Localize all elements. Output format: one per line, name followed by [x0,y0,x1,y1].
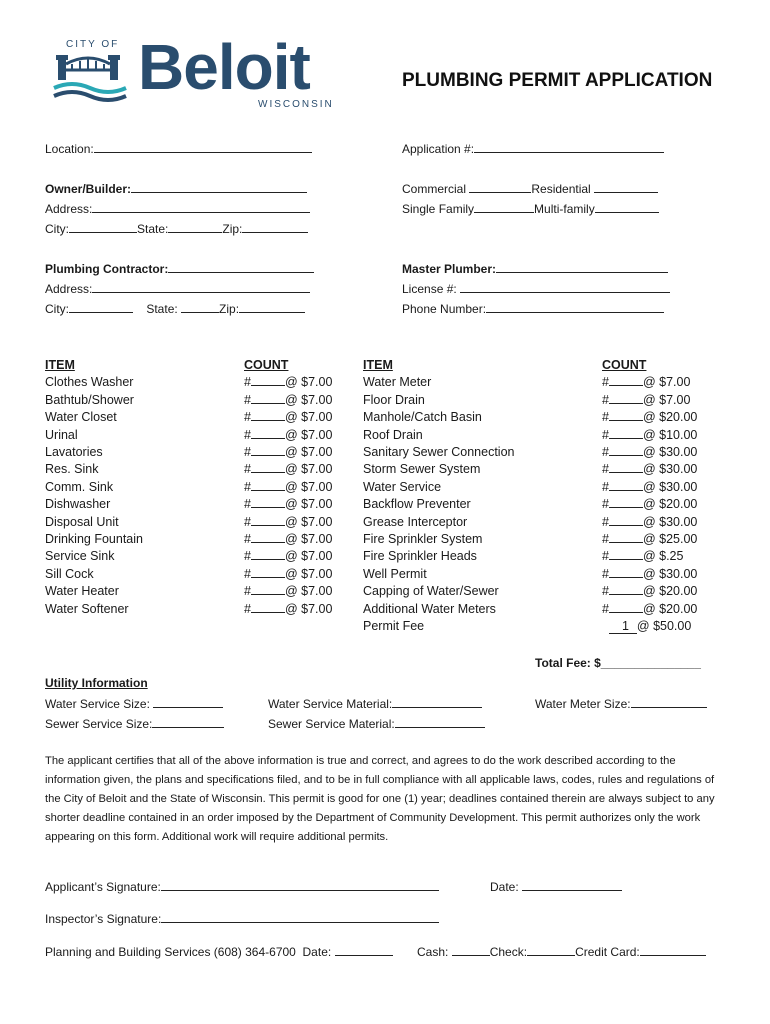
permit-fee-count-value: 1 [609,619,637,634]
hash-symbol: # [602,549,609,564]
hash-symbol: # [244,375,251,390]
license-label: License #: [402,282,457,296]
owner-address-field[interactable] [45,201,310,216]
occupancy-type-row-2[interactable] [402,201,659,216]
hash-symbol: # [602,566,609,581]
left-price-label: @ $7.00 [284,375,333,390]
right-price-label: @ $30.00 [642,445,698,460]
single-family-label: Single Family [402,202,475,216]
left-item-label: Bathtub/Shower [45,392,134,407]
hash-symbol: # [602,584,609,599]
hash-symbol: # [602,392,609,407]
right-count-field[interactable] [602,392,697,409]
contractor-state-label: State: [146,302,178,316]
hash-symbol: # [244,462,251,477]
right-price-label: @ $20.00 [642,601,698,616]
left-price-label: @ $7.00 [284,601,333,616]
left-item-label: Water Softener [45,601,129,616]
owner-address-label: Address: [45,202,93,216]
right-item-label: Floor Drain [363,392,425,407]
inspector-signature-label: Inspector’s Signature: [45,912,162,926]
footer-office-label: Planning and Building Services (608) 364-6700 [45,945,296,959]
logo-city-text: CITY OF [66,39,120,50]
right-count-field[interactable] [602,496,697,513]
owner-city-label: City: [45,222,69,236]
hash-symbol: # [244,479,251,494]
water-meter-size-field[interactable] [535,696,707,711]
left-item-label: Sill Cock [45,566,94,581]
footer-date-label: Date: [302,945,332,959]
hash-symbol: # [244,497,251,512]
right-count-field[interactable] [602,374,697,391]
count-blank[interactable] [609,461,643,473]
right-item-label: Manhole/Catch Basin [363,410,482,425]
left-item-label: Lavatories [45,445,103,460]
multi-family-label: Multi-family [534,202,595,216]
left-price-label: @ $7.00 [284,514,333,529]
contractor-address-label: Address: [45,282,93,296]
right-count-field[interactable] [602,531,697,548]
count-blank[interactable] [251,566,285,578]
utility-heading: Utility Information [45,676,148,690]
left-count-field[interactable] [244,601,332,618]
left-item-label: Res. Sink [45,462,99,477]
bridge-icon [52,50,130,108]
left-count-field[interactable] [244,479,332,496]
water-service-size-label: Water Service Size: [45,697,150,711]
hash-symbol: # [244,532,251,547]
permit-fee-count [602,618,697,635]
right-count-field[interactable] [602,583,697,600]
water-service-size-field[interactable] [45,696,223,711]
count-blank[interactable] [251,392,285,404]
footer-cash-label: Cash: [417,945,449,959]
left-count-field[interactable] [244,461,332,478]
count-blank[interactable] [251,496,285,508]
left-price-label: @ $7.00 [284,532,333,547]
right-item-label: Additional Water Meters [363,601,496,616]
hash-symbol: # [244,601,251,616]
left-price-label: @ $7.00 [284,462,333,477]
count-blank[interactable] [251,514,285,526]
right-price-label: @ $30.00 [642,566,698,581]
application-number-field[interactable] [402,141,664,156]
applicant-signature-field[interactable] [45,879,439,894]
right-count-header: COUNT [602,358,647,372]
right-count-field[interactable] [602,479,697,496]
owner-state-label: State: [137,222,169,236]
sewer-service-material-field[interactable] [268,716,485,731]
water-service-material-field[interactable] [268,696,482,711]
applicant-signature-label: Applicant’s Signature: [45,880,161,894]
total-fee-field[interactable]: Total Fee: $_______________ [535,656,701,670]
location-field[interactable] [45,141,312,156]
left-count-field[interactable] [244,548,332,565]
left-price-label: @ $7.00 [284,584,333,599]
hash-symbol: # [244,566,251,581]
left-item-label: Dishwasher [45,497,111,512]
right-item-label: Water Meter [363,375,432,390]
count-blank[interactable] [609,514,643,526]
plumbing-contractor-field[interactable] [45,261,314,276]
sewer-service-size-label: Sewer Service Size: [45,717,153,731]
phone-label: Phone Number: [402,302,487,316]
count-blank[interactable] [609,531,643,543]
count-blank[interactable] [251,461,285,473]
right-count-field[interactable] [602,548,697,565]
right-item-label: Fire Sprinkler Heads [363,549,477,564]
left-price-label: @ $7.00 [284,497,333,512]
count-blank[interactable] [609,496,643,508]
hash-symbol: # [244,514,251,529]
left-item-label: Comm. Sink [45,479,114,494]
contractor-zip-label: Zip: [219,302,240,316]
count-blank[interactable] [609,479,643,491]
left-count-field[interactable] [244,531,332,548]
hash-symbol: # [244,427,251,442]
count-blank[interactable] [609,444,643,456]
count-blank[interactable] [251,548,285,560]
hash-symbol: # [244,584,251,599]
hash-symbol: # [602,601,609,616]
count-blank[interactable] [251,479,285,491]
contractor-city-state-zip[interactable] [45,301,305,316]
right-count-field[interactable] [602,601,697,618]
right-item-label: Sanitary Sewer Connection [363,445,515,460]
phone-field[interactable] [402,301,664,316]
hash-symbol: # [602,497,609,512]
right-count-field[interactable] [602,444,697,461]
right-item-label: Water Service [363,479,442,494]
hash-symbol: # [602,462,609,477]
left-price-label: @ $7.00 [284,566,333,581]
contractor-city-label: City: [45,302,69,316]
form-title: PLUMBING PERMIT APPLICATION [402,70,713,91]
hash-symbol: # [602,410,609,425]
hash-symbol: # [244,410,251,425]
owner-builder-field[interactable] [45,181,307,196]
right-price-label: @ $10.00 [642,427,698,442]
owner-city-state-zip[interactable] [45,221,308,236]
count-blank[interactable] [251,444,285,456]
inspector-signature-field[interactable] [45,911,439,926]
left-price-label: @ $7.00 [284,427,333,442]
hash-symbol: # [602,514,609,529]
count-blank[interactable] [609,392,643,404]
left-count-field[interactable] [244,392,332,409]
right-price-label: @ $30.00 [642,479,698,494]
left-count-header: COUNT [244,358,289,372]
commercial-label: Commercial [402,182,467,196]
residential-label: Residential [531,182,591,196]
left-price-label: @ $7.00 [284,392,333,407]
occupancy-type-row-1[interactable] [402,181,658,196]
count-blank[interactable] [251,583,285,595]
certification-paragraph: The applicant certifies that all of the above information is true and correct, and agrees to do the work described according to the information given, the plans and specifications filed, and to be in full compliance with all applicable laws, codes, rules and regulations of the City of Beloit and the State of Wisconsin. This permit is good for one (1) year; deadlines contained therein are always subject to any shorter deadline contained in an order imposed by the Department of Community Development. This permit authorizes only the work appearing on this form. Additional work will require additional permits. [45,755,715,843]
right-count-field[interactable] [602,427,697,444]
count-blank[interactable] [251,409,285,421]
location-label: Location: [45,142,94,156]
sewer-service-size-field[interactable] [45,716,224,731]
left-count-column [244,357,332,618]
right-price-label: @ $7.00 [642,392,691,407]
count-blank[interactable] [609,427,643,439]
left-price-label: @ $7.00 [284,410,333,425]
hash-symbol: # [602,532,609,547]
right-price-label: @ $30.00 [642,462,698,477]
right-item-label: Fire Sprinkler System [363,532,483,547]
right-item-label: Storm Sewer System [363,462,481,477]
master-plumber-field[interactable] [402,261,668,276]
right-price-label: @ $30.00 [642,514,698,529]
right-count-field[interactable] [602,409,697,426]
right-count-field[interactable] [602,566,697,583]
left-price-label: @ $7.00 [284,445,333,460]
hash-symbol: # [244,549,251,564]
footer-payment-row[interactable] [417,944,706,959]
count-blank[interactable] [251,531,285,543]
right-price-label: @ $20.00 [642,410,698,425]
right-price-label: @ $20.00 [642,584,698,599]
right-count-field[interactable] [602,514,697,531]
count-blank[interactable] [609,566,643,578]
left-item-label: Water Closet [45,410,117,425]
count-blank[interactable] [609,374,643,386]
count-blank[interactable] [609,409,643,421]
right-item-label: Well Permit [363,566,427,581]
left-count-field[interactable] [244,583,332,600]
hash-symbol: # [602,427,609,442]
left-count-field[interactable] [244,514,332,531]
right-price-label: @ $7.00 [642,375,691,390]
count-blank[interactable] [251,601,285,613]
right-price-label: @ $20.00 [642,497,698,512]
count-blank[interactable] [251,427,285,439]
owner-builder-label: Owner/Builder: [45,182,132,196]
permit-fee-price: @ $50.00 [636,619,692,634]
master-plumber-label: Master Plumber: [402,262,497,276]
sewer-service-material-label: Sewer Service Material: [268,717,395,731]
right-item-label: Backflow Preventer [363,497,471,512]
footer-check-label: Check: [489,945,528,959]
left-item-header: ITEM [45,358,75,372]
right-price-label: @ $25.00 [642,532,698,547]
hash-symbol: # [244,445,251,460]
left-item-label: Water Heater [45,584,119,599]
right-item-header: ITEM [363,358,393,372]
left-price-label: @ $7.00 [284,479,333,494]
left-item-label: Disposal Unit [45,514,119,529]
owner-zip-label: Zip: [222,222,243,236]
right-count-field[interactable] [602,461,697,478]
right-item-column [363,357,514,636]
contractor-address-field[interactable] [45,281,310,296]
footer-credit-card-label: Credit Card: [575,945,640,959]
left-item-label: Clothes Washer [45,375,134,390]
right-item-label: Roof Drain [363,427,423,442]
count-blank[interactable] [609,601,643,613]
left-count-field[interactable] [244,374,332,391]
right-price-label: @ $.25 [642,549,684,564]
right-item-label: Capping of Water/Sewer [363,584,499,599]
hash-symbol: # [244,392,251,407]
water-meter-size-label: Water Meter Size: [535,697,631,711]
left-price-label: @ $7.00 [284,549,333,564]
left-count-field[interactable] [244,496,332,513]
logo-state: WISCONSIN [258,99,334,110]
footer-office-row[interactable] [45,944,393,959]
count-blank[interactable] [251,374,285,386]
hash-symbol: # [602,375,609,390]
logo-name: Beloit [138,31,310,103]
count-blank[interactable] [609,583,643,595]
left-item-label: Service Sink [45,549,115,564]
hash-symbol: # [602,479,609,494]
applicant-date-field[interactable] [490,879,622,894]
left-count-field[interactable] [244,427,332,444]
left-count-field[interactable] [244,444,332,461]
city-logo [50,31,340,118]
applicant-date-label: Date: [490,880,519,894]
left-item-column [45,357,143,618]
permit-fee-label: Permit Fee [363,619,425,634]
left-item-label: Urinal [45,427,78,442]
count-blank[interactable] [609,548,643,560]
right-count-column [602,357,697,636]
right-item-label: Grease Interceptor [363,514,468,529]
hash-symbol: # [602,445,609,460]
application-number-label: Application #: [402,142,475,156]
left-count-field[interactable] [244,566,332,583]
license-field[interactable] [402,281,670,296]
left-item-label: Drinking Fountain [45,532,143,547]
left-count-field[interactable] [244,409,332,426]
water-service-material-label: Water Service Material: [268,697,393,711]
plumbing-contractor-label: Plumbing Contractor: [45,262,169,276]
